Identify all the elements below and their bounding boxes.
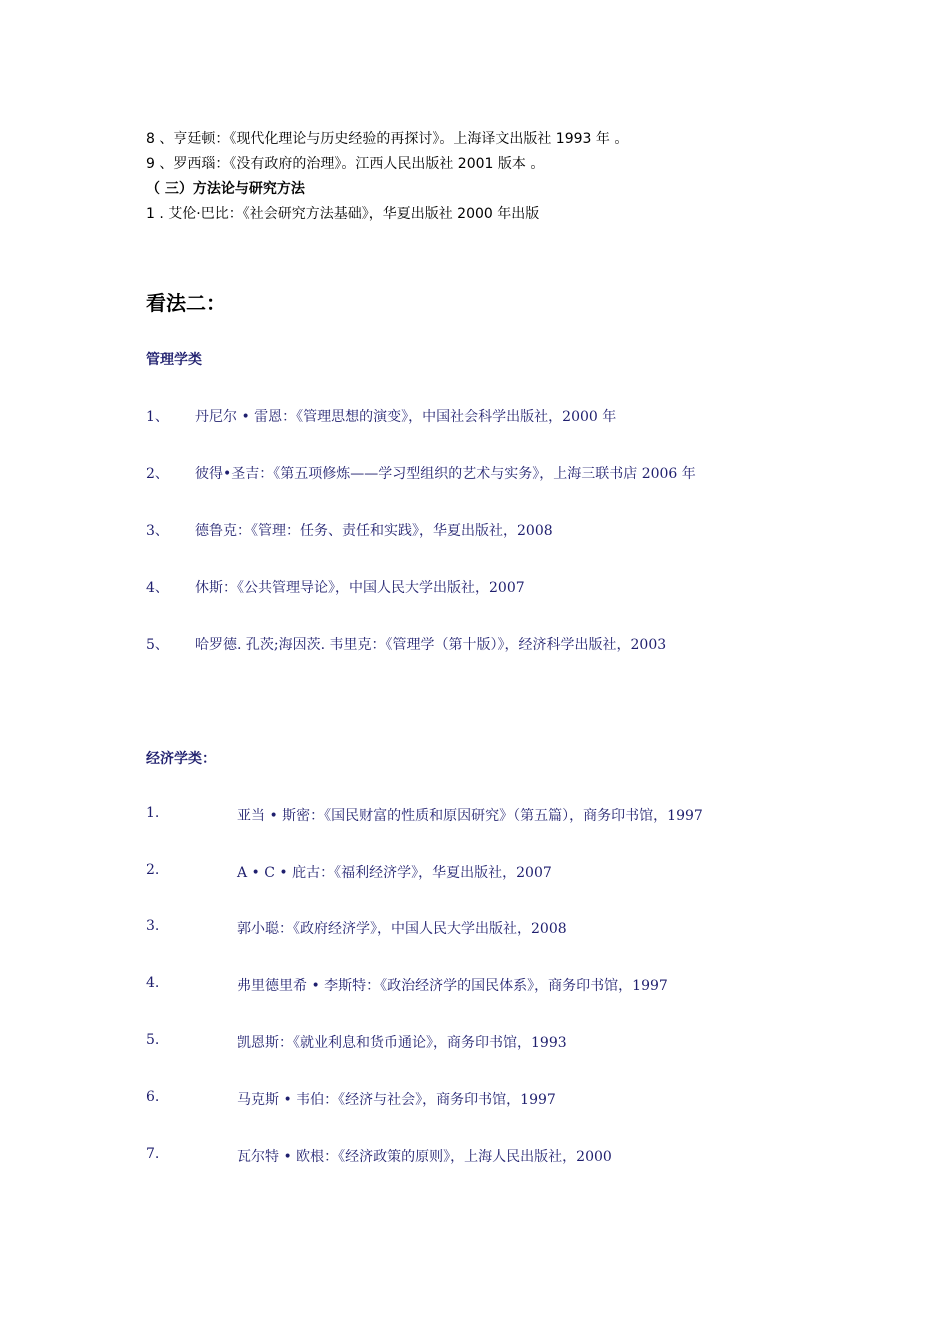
list-number: 2. <box>146 862 160 878</box>
list-number: 3、 <box>146 523 169 539</box>
list-item: 凯恩斯：《就业利息和货币通论》，商务印书馆，1993 <box>237 1035 567 1051</box>
list-number: 7. <box>146 1146 160 1162</box>
list-item: 弗里德里希 • 李斯特：《政治经济学的国民体系》，商务印书馆，1997 <box>237 978 668 994</box>
list-item: 丹尼尔 • 雷恩：《管理思想的演变》，中国社会科学出版社，2000 年 <box>195 409 617 425</box>
category-heading-economics: 经济学类： <box>146 751 216 767</box>
list-item: 哈罗德. 孔茨;海因茨. 韦里克：《管理学（第十版）》，经济科学出版社，2003 <box>195 637 667 653</box>
list-number: 3. <box>146 918 160 934</box>
list-number: 1、 <box>146 409 169 425</box>
list-number: 1. <box>146 805 160 821</box>
list-item: 马克斯 • 韦伯：《经济与社会》，商务印书馆，1997 <box>237 1092 556 1108</box>
list-number: 2、 <box>146 466 169 482</box>
view-heading: 看法二： <box>146 291 226 315</box>
reference-item: 9 、罗西瑙：《没有政府的治理》。江西人民出版社 2001 版本 。 <box>146 156 545 172</box>
list-number: 5、 <box>146 637 169 653</box>
list-item: 德鲁克：《管理：任务、责任和实践》，华夏出版社，2008 <box>195 523 553 539</box>
list-number: 5. <box>146 1032 160 1048</box>
list-item: A • C • 庇古：《福利经济学》，华夏出版社，2007 <box>237 865 552 881</box>
reference-item: 1 . 艾伦·巴比：《社会研究方法基础》，华夏出版社 2000 年出版 <box>146 206 540 222</box>
list-number: 4. <box>146 975 160 991</box>
list-item: 休斯：《公共管理导论》，中国人民大学出版社，2007 <box>195 580 525 596</box>
list-number: 4、 <box>146 580 169 596</box>
list-item: 瓦尔特 • 欧根：《经济政策的原则》，上海人民出版社，2000 <box>237 1149 612 1165</box>
list-number: 6. <box>146 1089 160 1105</box>
list-item: 亚当 • 斯密：《国民财富的性质和原因研究》（第五篇），商务印书馆，1997 <box>237 808 703 824</box>
list-item: 彼得•圣吉：《第五项修炼——学习型组织的艺术与实务》，上海三联书店 2006 年 <box>195 466 696 482</box>
category-heading-management: 管理学类 <box>146 352 202 368</box>
list-item: 郭小聪：《政府经济学》，中国人民大学出版社，2008 <box>237 921 567 937</box>
reference-item: 8 、亨廷顿：《现代化理论与历史经验的再探讨》。上海译文出版社 1993 年 。 <box>146 131 629 147</box>
section-heading: （ 三）方法论与研究方法 <box>146 181 305 197</box>
